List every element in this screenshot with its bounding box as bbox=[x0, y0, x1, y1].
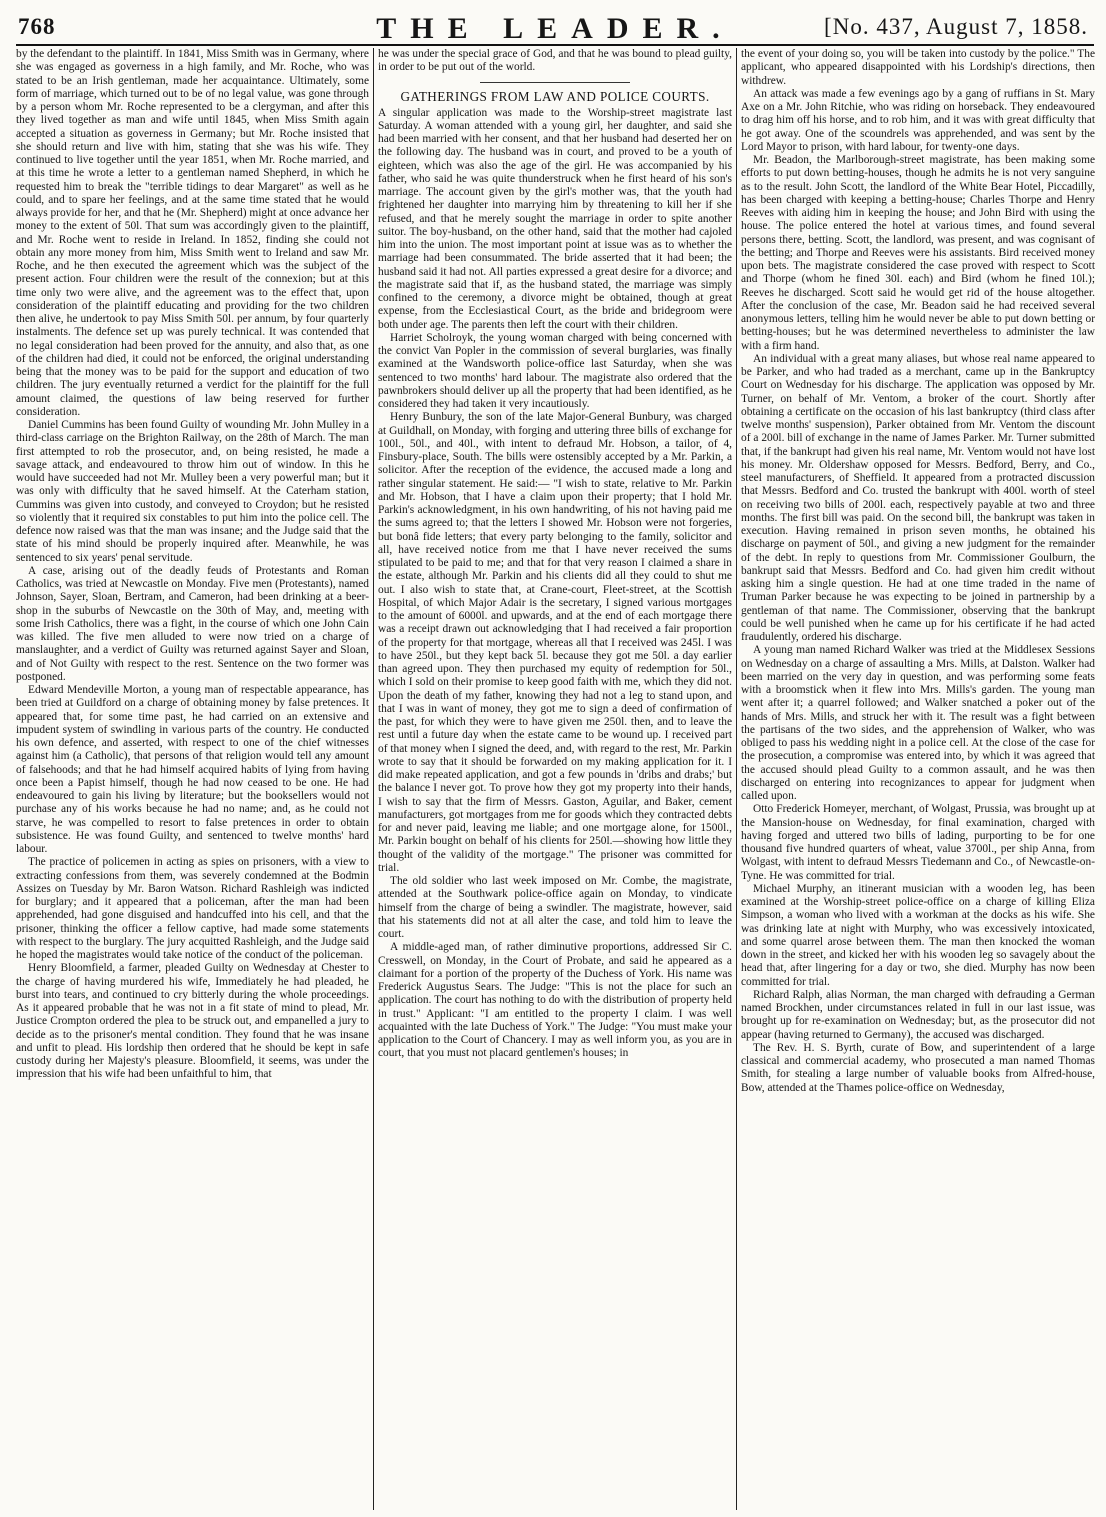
paragraph: A singular application was made to the Worship-street magistrate last Saturday. A woman attended with a young girl, her daughter, and said she had been married with her consent, and that her husband had deserted her on the following day. The husband was in court, and proved to be a youth of eighteen, which was also the age of the girl. He was accompanied by his father, who said he was quite thunderstruck when he first heard of his son's marriage. The account given by the girl's mother was, that the youth had frightened her daughter into marrying him by threatening to kill her if she refused, and that he merely sought the marriage in order to spite another suitor. The boy-husband, on the other hand, said that the mother had cajoled him into the union. The most important point at issue was as to whether the marriage had been consummated. The bride asserted that it had been; the husband said it had not. All parties expressed a great desire for a divorce; and the magistrate said that if, as the husband stated, the marriage was simply confined to the ceremony, a divorce might be obtained, though at great expense, from the Ecclesiastical Court, as the bride and bridegroom were both under age. The parents then left the court with their children. bbox=[378, 106, 732, 331]
paragraph: A young man named Richard Walker was tried at the Middlesex Sessions on Wednesday on a charge of assaulting a Mrs. Mills, at Dalston. Walker had been married on the very day in question, and was performing some feats with a broomstick when it flew into Mrs. Mills's garden. The young man went after it; a quarrel followed; and Walker snatched a poker out of the hands of Mrs. Mills, and struck her with it. The result was a fight between the partisans of the two sides, and the apprehension of Walker, who was obliged to pass his wedding night in a police cell. At the close of the case for the prosecution, a compromise was entered into, by which it was agreed that the accused should plead Guilty to a common assault, and he was then discharged on entering into recognizances to appear for judgment when called upon. bbox=[741, 644, 1095, 802]
paragraph: Daniel Cummins has been found Guilty of wounding Mr. John Mulley in a third-class carriage on the Brighton Railway, on the 28th of March. The man first attempted to rob the prosecutor, and, on being resisted, he made a savage attack, and endeavoured to throw him out of window. In this he would have succeeded had not Mr. Mulley been a very powerful man; but it was only with difficulty that he saved himself. At the Caterham station, Cummins was given into custody, and conveyed to Croydon; but he resisted so violently that it required six constables to put him into the police cell. The defence now raised was that the man was insane; and the Judge said that the state of his mind should be properly inquired after. Meanwhile, he was sentenced to six years' penal servitude. bbox=[16, 419, 369, 564]
paragraph: the event of your doing so, you will be taken into custody by the police." The applicant, who appeared disappointed with his Lordship's directions, then withdrew. bbox=[741, 48, 1095, 87]
page-number: 768 bbox=[18, 14, 56, 39]
newspaper-title: THE LEADER. bbox=[376, 12, 734, 45]
paragraph: The practice of policemen in acting as spies on prisoners, with a view to extracting confessions from them, was severely condemned at the Bodmin Assizes on Tuesday by Mr. Baron Watson. Richard Rashleigh was indicted for burglary; and it appeared that a policeman, after the man had been apprehended, had gone disguised and handcuffed into his cell, and that the prisoner, thinking the officer a fellow captive, had made some statements with respect to the burglary. The jury acquitted Rashleigh, and the Judge said he hoped the magistrates would take notice of the conduct of the policeman. bbox=[16, 856, 369, 961]
column-1 bbox=[16, 48, 369, 1510]
paragraph: An individual with a great many aliases, but whose real name appeared to be Parker, and who had traded as a merchant, came up in the Bankruptcy Court on Wednesday for his discharge. The application was opposed by Mr. Turner, on behalf of Mr. Ventom, a broker of the court. Shortly after obtaining a certificate on the occasion of his last bankruptcy (third class after twelve months' suspension), Parker obtained from Mr. Ventom the discount of a 200l. bill of exchange in the name of James Parker. Mr. Turner submitted that, if the bankrupt had given his real name, Mr. Ventom would not have lost his money. Mr. Oldershaw opposed for Messrs. Bedford, Berry, and Co., steel manufacturers, of Sheffield. It appeared from a protracted discussion that Messrs. Bedford and Co. trusted the bankrupt with 400l. worth of steel on receiving two bills of 200l. each, respectively payable at two and three months. The first bill was paid. On the second bill, the bankrupt was taken in execution. Having remained in prison seven months, he obtained his discharge on payment of 50l., and giving a new judgment for the remainder of the debt. In reply to questions from Mr. Commissioner Goulburn, the bankrupt said that Messrs. Bedford and Co. had given him credit without asking him a single question. He had at one time traded in the name of Truman Parker because he was expecting to be joined in partnership by a gentleman of that name. The Commissioner, observing that the bankrupt could be well punished when he came up for his certificate if he had acted fraudulently, ordered his discharge. bbox=[741, 352, 1095, 643]
paragraph: he was under the special grace of God, and that he was bound to plead guilty, in order to be put out of the world. bbox=[378, 48, 732, 74]
paragraph: An attack was made a few evenings ago by a gang of ruffians in St. Mary Axe on a Mr. John Ritchie, who was riding on horseback. They endeavoured to drag him off his horse, and to rob him, and it was with great difficulty that he got away. One of the scoundrels was apprehended, and was sent by the Lord Mayor to prison, with hard labour, for twenty-one days. bbox=[741, 87, 1095, 153]
paragraph: Richard Ralph, alias Norman, the man charged with defrauding a German named Brockhen, under circumstances related in full in our last issue, was brought up for re-examination on Wednesday; but, as the prosecutor did not appear (having returned to Germany), the accused was discharged. bbox=[741, 988, 1095, 1041]
paragraph: The Rev. H. S. Byrth, curate of Bow, and superintendent of a large classical and commercial academy, who prosecuted a man named Thomas Smith, for stealing a large number of valuable books from Alfred-house, Bow, attended at the Thames police-office on Wednesday, bbox=[741, 1041, 1095, 1094]
column-2 bbox=[378, 48, 732, 1510]
paragraph: Edward Mendeville Morton, a young man of respectable appearance, has been tried at Guildford on a charge of obtaining money by false pretences. It appeared that, for some time past, he had carried on an extensive and impudent system of swindling in various parts of the country. He conducted his own defence, and asserted, with respect to one of the chief witnesses against him (a Catholic), that persons of that religion would tell any amount of falsehoods; and that he had himself acquired habits of lying from having once been a Papist himself, though he had now ceased to be one. He had endeavoured to gain his living by literature; but the booksellers would not purchase any of his works because he had no name; and, as he could not starve, he was compelled to resort to false pretences in order to obtain subsistence. He was found Guilty, and sentenced to twelve months' hard labour. bbox=[16, 684, 369, 855]
paragraph: Harriet Scholroyk, the young woman charged with being concerned with the convict Van Popler in the commission of several burglaries, was finally examined at the Wandsworth police-office last Saturday, when she was sentenced to two months' hard labour. The magistrate also ordered that the pawnbrokers should deliver up all the property that had been identified, as he considered they had taken it very incautiously. bbox=[378, 331, 732, 410]
column-3 bbox=[741, 48, 1095, 1510]
paragraph: Henry Bloomfield, a farmer, pleaded Guilty on Wednesday at Chester to the charge of having murdered his wife, Immediately he had pleaded, he burst into tears, and continued to cry bitterly during the whole proceedings. As it appeared probable that he was not in a fit state of mind to plead, Mr. Justice Crompton ordered the plea to be struck out, and empanelled a jury to decide as to the prisoner's mental condition. They found that he was insane and unfit to plead. His lordship then ordered that he should be kept in safe custody during her Majesty's pleasure. Bloomfield, it seems, was under the impression that his wife had been unfaithful to him, that bbox=[16, 962, 369, 1081]
issue-info: [No. 437, August 7, 1858. bbox=[824, 14, 1088, 39]
paragraph: by the defendant to the plaintiff. In 1841, Miss Smith was in Germany, where she was engaged as governess in a high family, and Mr. Roche, who was stated to be an Irish gentleman, made her acquaintance. Ultimately, some form of marriage, which turned out to be of no legal value, was gone through by a person whom Mr. Roche represented to be a clergyman, and after this they lived together as man and wife until 1845, when Miss Smith again accepted a situation as governess in Germany; but Mr. Roche insisted that she should return and live with him, stating that she was his wife. They continued to live together until the year 1851, when Mr. Roche married, and at this time he wrote a letter to a gentleman named Shepherd, in which he requested him to break the "terrible tidings to dear Margaret" as well as he could, and to spare her feelings, and at the same time stated that he would always provide for her, and that he (Mr. Shepherd) might at once advance her money to the extent of 50l. That sum was accordingly given to the plaintiff, and Mr. Roche went to reside in Ireland. In 1852, finding she could not obtain any more money from him, Miss Smith went to Ireland and saw Mr. Roche, and he then executed the agreement which was the subject of the present action. Four children were the result of the connexion; but at this time only two were alive, and the agreement was to the effect that, upon consideration of the plaintiff educating and providing for the two children then alive, he undertook to pay Miss Smith 50l. per annum, by four quarterly instalments. The defence set up was purely technical. It was contended that no legal consideration had been proved for the annuity, and also that, as one of the children had died, it could not be enforced, the original understanding being that the money was to be paid for the support and education of two children. The jury eventually returned a verdict for the plaintiff for the full amount claimed, the questions of law being reserved for further consideration. bbox=[16, 48, 369, 418]
paragraph: Otto Frederick Homeyer, merchant, of Wolgast, Prussia, was brought up at the Mansion-house on Wednesday, for final examination, charged with having forged and uttered two bills of lading, purporting to be for one thousand five hundred quarters of wheat, value 3700l., per ship Anna, from Wolgast, with intent to defraud Messrs Tiedemann and Co., of Newcastle-on-Tyne. He was committed for trial. bbox=[741, 803, 1095, 882]
column-rule bbox=[736, 48, 737, 1510]
masthead bbox=[16, 8, 1094, 46]
paragraph: A middle-aged man, of rather diminutive proportions, addressed Sir C. Cresswell, on Monday, in the Court of Probate, and said he appeared as a claimant for a portion of the property of the Duchess of York. His name was Frederick Augustus Sears. The Judge: "This is not the place for such an application. The court has nothing to do with the distribution of property held in trust." Applicant: "I am entitled to the property I claim. I was well acquainted with the late Duchess of York." The Judge: "You must make your application to the Court of Chancery. I may as well inform you, as you are in court, that you must not placard gentlemen's houses; in bbox=[378, 941, 732, 1060]
section-divider bbox=[480, 82, 630, 83]
paragraph: The old soldier who last week imposed on Mr. Combe, the magistrate, attended at the Southwark police-office again on Monday, to vindicate himself from the charge of being a swindler. The magistrate, however, said that his statements did not at all alter the case, and told him to leave the court. bbox=[378, 875, 732, 940]
paragraph: Henry Bunbury, the son of the late Major-General Bunbury, was charged at Guildhall, on Monday, with forging and uttering three bills of exchange for 100l., 50l., and 40l., with intent to defraud Mr. Hobson, a tailor, of 4, Finsbury-place, South. The bills were ostensibly accepted by a Mr. Parkin, a solicitor. After the reception of the evidence, the accused made a long and rather singular statement. He said:— "I wish to state, relative to Mr. Parkin and Mr. Hobson, that I have a claim upon their property; that I hold Mr. Parkin's acknowledgment, in his own handwriting, of his not having paid me the sums agreed to; that the letters I showed Mr. Hobson were not forgeries, but bonâ fide letters; that every party belonging to the family, solicitor and all, have received notice from me that I have never received the sums stipulated to be paid to me; and that for that very reason I claimed a share in the estate, although Mr. Parkin and his clients did all they could to shut me out. I also wish to state that, at Crane-court, Fleet-street, at the Scottish Hospital, of which Major Adair is the secretary, I signed various mortgages to the amount of 6000l. and upwards, and at the end of each mortgage there was a receipt drawn out acknowledging that I had received a fair proportion of the property for that mortgage, whereas all that I received was 245l. I was to have 250l., but they kept back 5l. because they got me 50l. a day earlier than agreed upon. They then purchased my equity of redemption for 50l., which I sold on their promise to keep good faith with me, which they did not. Upon the death of my father, knowing they had not a leg to stand upon, and that I was in want of money, they got me to sign a deed of confirmation of the past, for which they were to have given me 250l. then, and to leave the rest until a future day when the estate came to be wound up. I received part of that money when I signed the deed, and, with regard to the rest, Mr. Parkin wrote to say that it should be forwarded on my making application for it. I did make repeated application, and got a few pounds in 'dribs and drabs;' but the balance I never got. To prove how they got my property into their hands, I wish to say that the firm of Messrs. Gaston, Aguilar, and Baker, cement manufacturers, got mortgages from me for goods which they contracted debts for and never paid, leaving me liable; and one mortgage alone, for 1500l., Mr. Parkin bought on behalf of his clients for 250l.—showing how little they thought of the validity of the mortgage." The prisoner was committed for trial. bbox=[378, 411, 732, 874]
paragraph: Mr. Beadon, the Marlborough-street magistrate, has been making some efforts to put down betting-houses, though he admits he is not very sanguine as to the result. John Scott, the landlord of the White Bear Hotel, Piccadilly, has been charged with keeping a betting-house; Charles Thorpe and Henry Reeves with aiding him in keeping the house; and John Bird with using the house. The police entered the hotel at various times, and found several persons there, betting. Scott, the landlord, was present, and was cognisant of the betting; and Thorpe and Reeves were his assistants. Bird received money upon bets. The magistrate considered the case proved with respect to Scott and Thorpe (whom he fined 30l. each) and Bird (whom he fined 10l.); Reeves he discharged. Scott said he would get rid of the house altogether. After the conclusion of the case, Mr. Beadon said he had received several anonymous letters, telling him he would never be able to put down betting or betting-houses; but he was determined nevertheless to administer the law with a firm hand. bbox=[741, 154, 1095, 352]
paragraph: Michael Murphy, an itinerant musician with a wooden leg, has been examined at the Worship-street police-office on a charge of killing Eliza Simpson, a woman who lived with a workman at the docks as his wife. She was drinking late at night with Murphy, who was excessively intoxicated, and some quarrel arose between them. The man then knocked the woman down in the street, and kicked her with his wooden leg so savagely about the head that, after lingering for a day or two, she died. Murphy has now been committed for trial. bbox=[741, 882, 1095, 988]
column-rule bbox=[373, 48, 374, 1510]
paragraph: A case, arising out of the deadly feuds of Protestants and Roman Catholics, was tried at Newcastle on Monday. Five men (Protestants), named Johnson, Sayer, Sloan, Bertram, and Cameron, had been drinking at a beer-shop in the suburbs of Newcastle on the 30th of May, and, meeting with some Irish Catholics, there was a fight, in the course of which one John Cain was killed. The five men alluded to were now tried on a charge of manslaughter, and a verdict of Guilty was returned against Sayer and Sloan, and of Not Guilty with respect to the rest. Sentence on the two former was postponed. bbox=[16, 564, 369, 683]
section-heading: GATHERINGS FROM LAW AND POLICE COURTS. bbox=[400, 88, 710, 104]
